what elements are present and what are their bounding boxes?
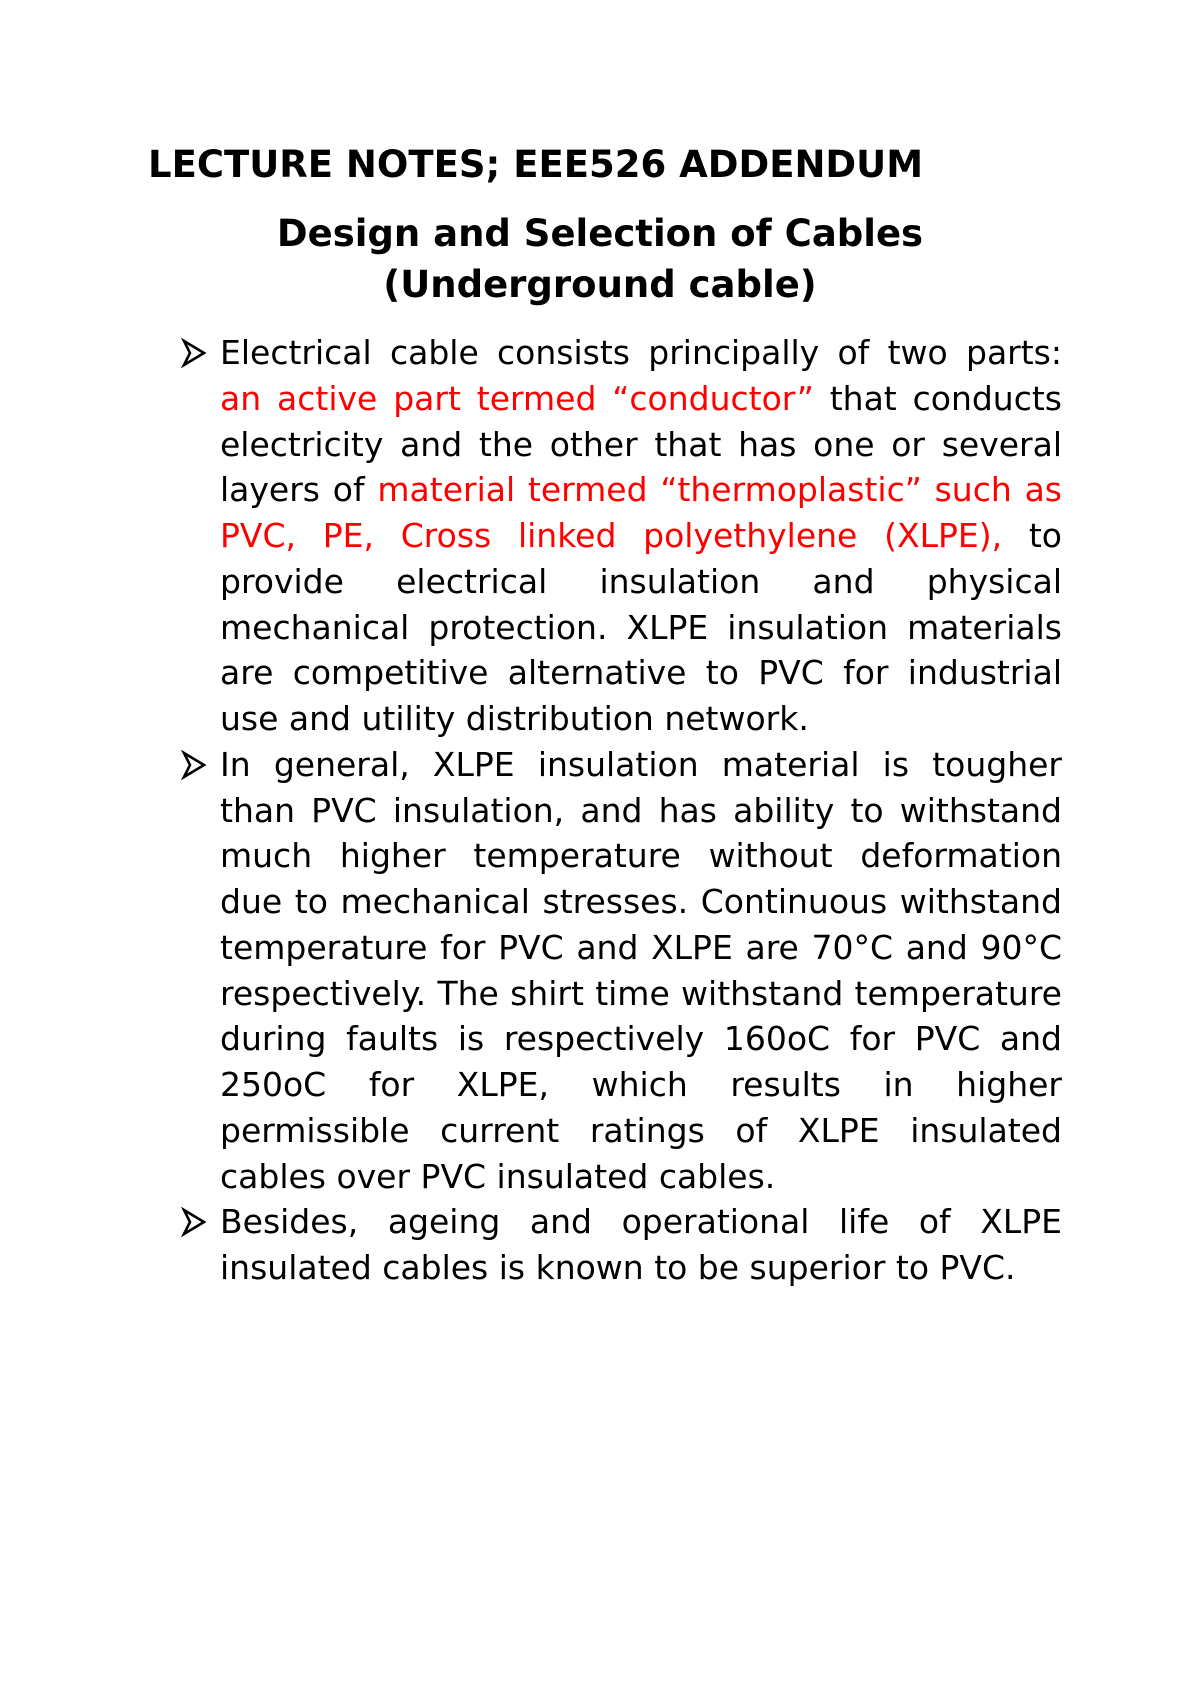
section-heading-line-1: Design and Selection of Cables [276,212,924,255]
bullet-text: In general, XLPE insulation material is tougher than PVC insulation, and has ability to withstand much higher temperature without deformation due to mechanical stresses. Continuous withstand temperature for PVC and XLPE are 70°C and 90°C respectively. The shirt time withstand temperature during faults is respectively 160oC for PVC and 250oC for XLPE, which results in higher permissible current ratings of XLPE insulated cables over PVC insulated cables. [220,744,1062,1196]
section-heading [0,208,1200,310]
bullet-text: Besides, ageing and operational life of XLPE insulated cables is known to be superior to PVC. [220,1202,1062,1287]
bullet-text: Electrical cable consists principally of two parts: [220,333,1062,372]
arrowhead-bullet-icon [180,750,208,780]
bullet-text-highlight: material termed “thermoplastic” such as PVC, PE, Cross linked polyethylene (XLPE), [220,470,1062,555]
bullet-item [180,1199,1062,1291]
section-heading-line-2: (Underground cable) [383,263,817,306]
bullet-text-highlight: an active part termed “conductor” [220,378,814,418]
bullet-text: that conducts electricity and the other that has one or several layers of [220,378,1063,510]
bullet-item [180,742,1062,1200]
arrowhead-bullet-icon [180,338,208,368]
document-title: LECTURE NOTES; EEE526 ADDENDUM [148,143,924,186]
bullet-list [180,330,1062,1291]
bullet-text: to provide electrical insulation and physical mechanical protection. XLPE insulation materials are competitive alternative to PVC for industrial use and utility distribution network. [220,516,1062,738]
bullet-item [180,330,1062,742]
arrowhead-bullet-icon [180,1207,208,1237]
